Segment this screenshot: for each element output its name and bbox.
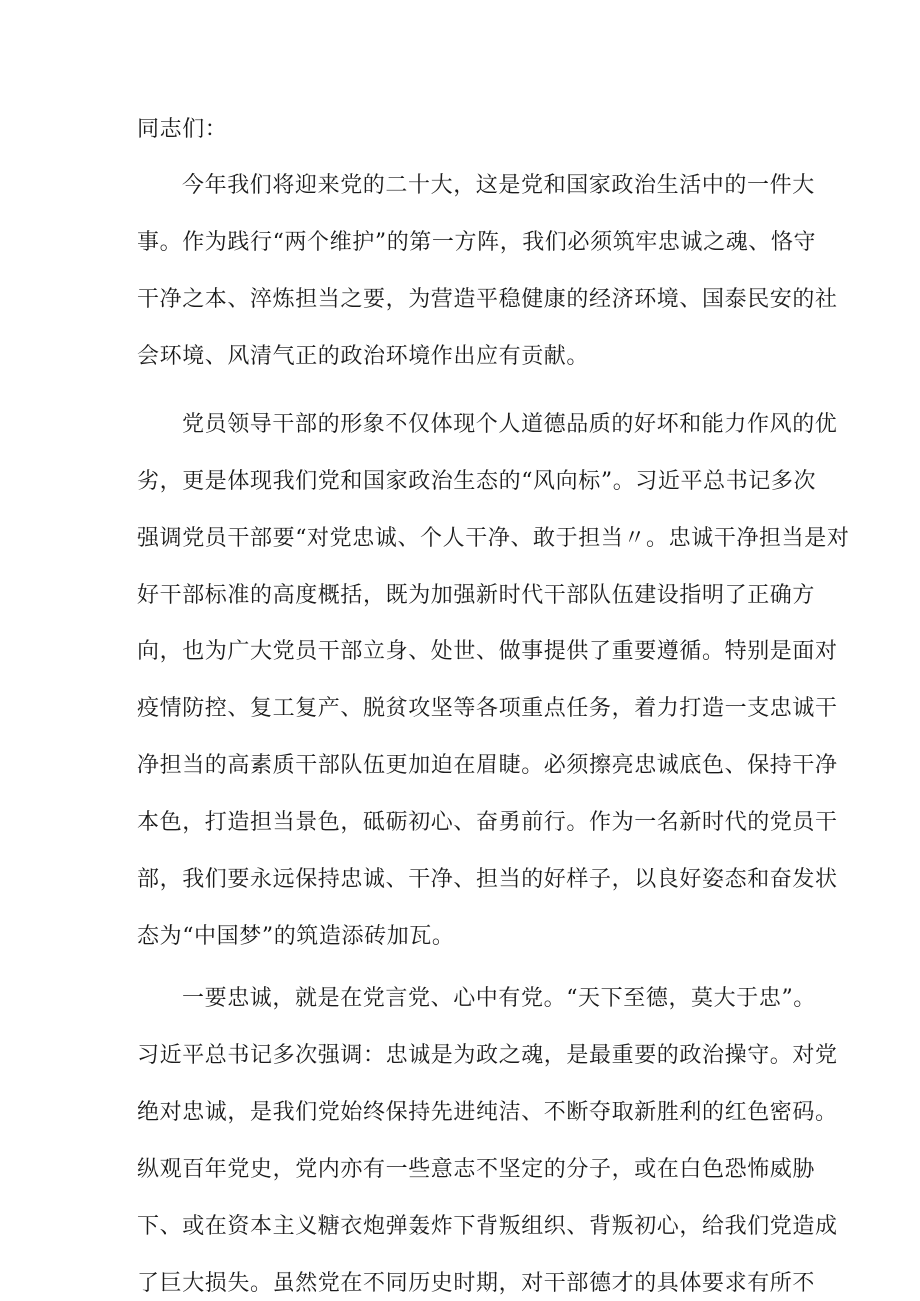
paragraph-line: 疫情防控、复工复产、脱贫攻坚等各项重点任务，着力打造一支忠诚干 [137, 696, 838, 721]
paragraph-line: 今年我们将迎来党的二十大，这是党和国家政治生活中的一件大 [182, 173, 815, 198]
paragraph-line: 党员领导干部的形象不仅体现个人道德品质的好坏和能力作风的优 [182, 412, 838, 437]
paragraph-line: 一要忠诚，就是在党言党、心中有党。“天下至德，莫大于忠”。 [182, 986, 816, 1011]
paragraph-line: 了巨大损失。虽然党在不同历史时期，对干部德才的具体要求有所不 [137, 1271, 816, 1296]
paragraph-line: 习近平总书记多次强调：忠诚是为政之魂，是最重要的政治操守。对党 [137, 1043, 838, 1068]
paragraph-line: 纵观百年党史，党内亦有一些意志不坚定的分子，或在白色恐怖威胁 [137, 1157, 816, 1182]
salutation: 同志们： [137, 117, 228, 142]
paragraph-line: 干净之本、淬炼担当之要，为营造平稳健康的经济环境、国泰民安的社 [137, 287, 838, 312]
paragraph-line: 强调党员干部要“对党忠诚、个人干净、敢于担当〃。忠诚干净担当是对 [137, 526, 850, 551]
paragraph-line: 本色，打造担当景色，砥砺初心、奋勇前行。作为一名新时代的党员干 [137, 810, 838, 835]
paragraph-line: 好干部标准的高度概括，既为加强新时代干部队伍建设指明了正确方 [137, 583, 816, 608]
paragraph-line: 事。作为践行“两个维护”的第一方阵，我们必须筑牢忠诚之魂、恪守 [137, 230, 817, 255]
paragraph-line: 下、或在资本主义糖衣炮弹轰炸下背叛组织、背叛初心，给我们党造成 [137, 1214, 838, 1239]
paragraph-line: 净担当的高素质干部队伍更加迫在眉睫。必须擦亮忠诚底色、保持干净 [137, 753, 838, 778]
paragraph-line: 向，也为广大党员干部立身、处世、做事提供了重要遵循。特别是面对 [137, 639, 838, 664]
paragraph-line: 劣，更是体现我们党和国家政治生态的“风向标”。习近平总书记多次 [137, 469, 817, 494]
paragraph-line: 绝对忠诚，是我们党始终保持先进纯洁、不断夺取新胜利的红色密码。 [137, 1100, 838, 1125]
paragraph-line: 态为“中国梦”的筑造添砖加瓦。 [137, 924, 455, 949]
paragraph-line: 会环境、风清气正的政治环境作出应有贡献。 [137, 344, 590, 369]
paragraph-line: 部，我们要永远保持忠诚、干净、担当的好样子，以良好姿态和奋发状 [137, 867, 838, 892]
